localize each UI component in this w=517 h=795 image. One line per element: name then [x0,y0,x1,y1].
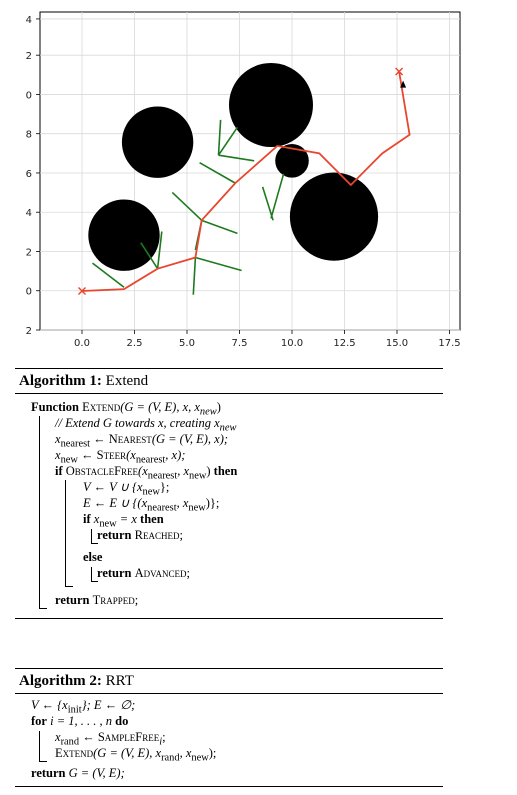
x-tick-label: 10.0 [280,338,304,349]
block-bar-if [65,480,66,586]
algorithm-1 [15,368,443,619]
algorithm-1-caption: Algorithm 1: Extend [19,373,149,389]
else-line: else [83,550,103,564]
y-tick-label: 6 [25,168,32,180]
x-tick-label: 2.5 [126,338,143,349]
x-tick-label: 12.5 [333,338,356,349]
return-advanced-line: return Advanced; [97,566,190,580]
block-bar-else [91,567,92,581]
block-foot-function [39,608,47,609]
block-foot-then [91,543,98,544]
return-trapped-line: return Trapped; [55,593,139,607]
x-tick-label: 0.0 [74,338,90,349]
obstacle-circle [88,200,159,271]
block-foot-for [39,761,47,762]
return-reached-line: return Reached; [97,528,183,542]
y-tick-label: 0 [25,90,32,102]
y-tick-label: 2 [25,326,32,337]
block-bar-then [91,529,92,543]
y-tick-labels [26,15,40,337]
for-line: for i = 1, . . . , n do [31,714,129,728]
init-line: V ← $\{x_{init}\}$; E ← ∅; [31,698,136,716]
x-tick-labels [74,330,461,349]
x-tick-label: 5.0 [179,338,195,349]
if-reached-line: if $x_{new} = x$ then [83,512,164,530]
obstacle-circle [229,63,313,147]
nearest-line: $x_{nearest}$ ← Nearest(G = (V, E), x); [55,432,229,450]
add-vertex-line: V ← V ∪ $\{x_{new}\}$; [83,480,170,498]
block-bar-function [39,416,40,608]
sample-line: $x_{rand}$ ← SampleFree$_i$; [55,730,166,748]
y-tick-label: 4 [25,208,32,220]
add-edge-line: E ← E ∪ {($x_{nearest}$, $x_{new}$)}; [83,496,220,514]
obstacle-circle [122,107,193,178]
y-tick-label: 2 [25,247,32,259]
block-bar-for [39,731,40,761]
comment-line: // Extend G towards x, creating $x_{new}$ [55,416,237,434]
y-tick-label: 8 [25,129,32,141]
algorithm-1-body [15,394,443,618]
x-tick-label: 7.5 [231,338,248,349]
function-line: Function Extend(G = (V, E), x, $x_{new}$) [31,400,221,418]
return-line: return G = (V, E); [31,766,125,780]
x-tick-label: 17.5 [438,338,461,349]
x-tick-label: 15.0 [385,338,409,349]
if-obstacle-free-line: if $ObstacleFree(x_{nearest}$, $x_{new}$) then [55,464,238,482]
rrt-plot [0,0,517,360]
steer-line: $x_{new}$ ← $Steer(x_{nearest}$, x); [55,448,186,466]
algorithm-2-caption: Algorithm 2: RRT [19,673,134,689]
block-foot-else [91,581,98,582]
block-foot-if [65,586,73,587]
algorithm-2 [15,668,443,787]
y-tick-label: 2 [25,51,32,63]
algorithm-2-body [15,694,443,786]
y-tick-label: 0 [25,286,32,298]
obstacle-circle [290,173,378,261]
extend-call-line: Extend(G = (V, E), $x_{rand}$, $x_{new}$); [55,746,217,764]
y-tick-label: 4 [25,14,32,26]
